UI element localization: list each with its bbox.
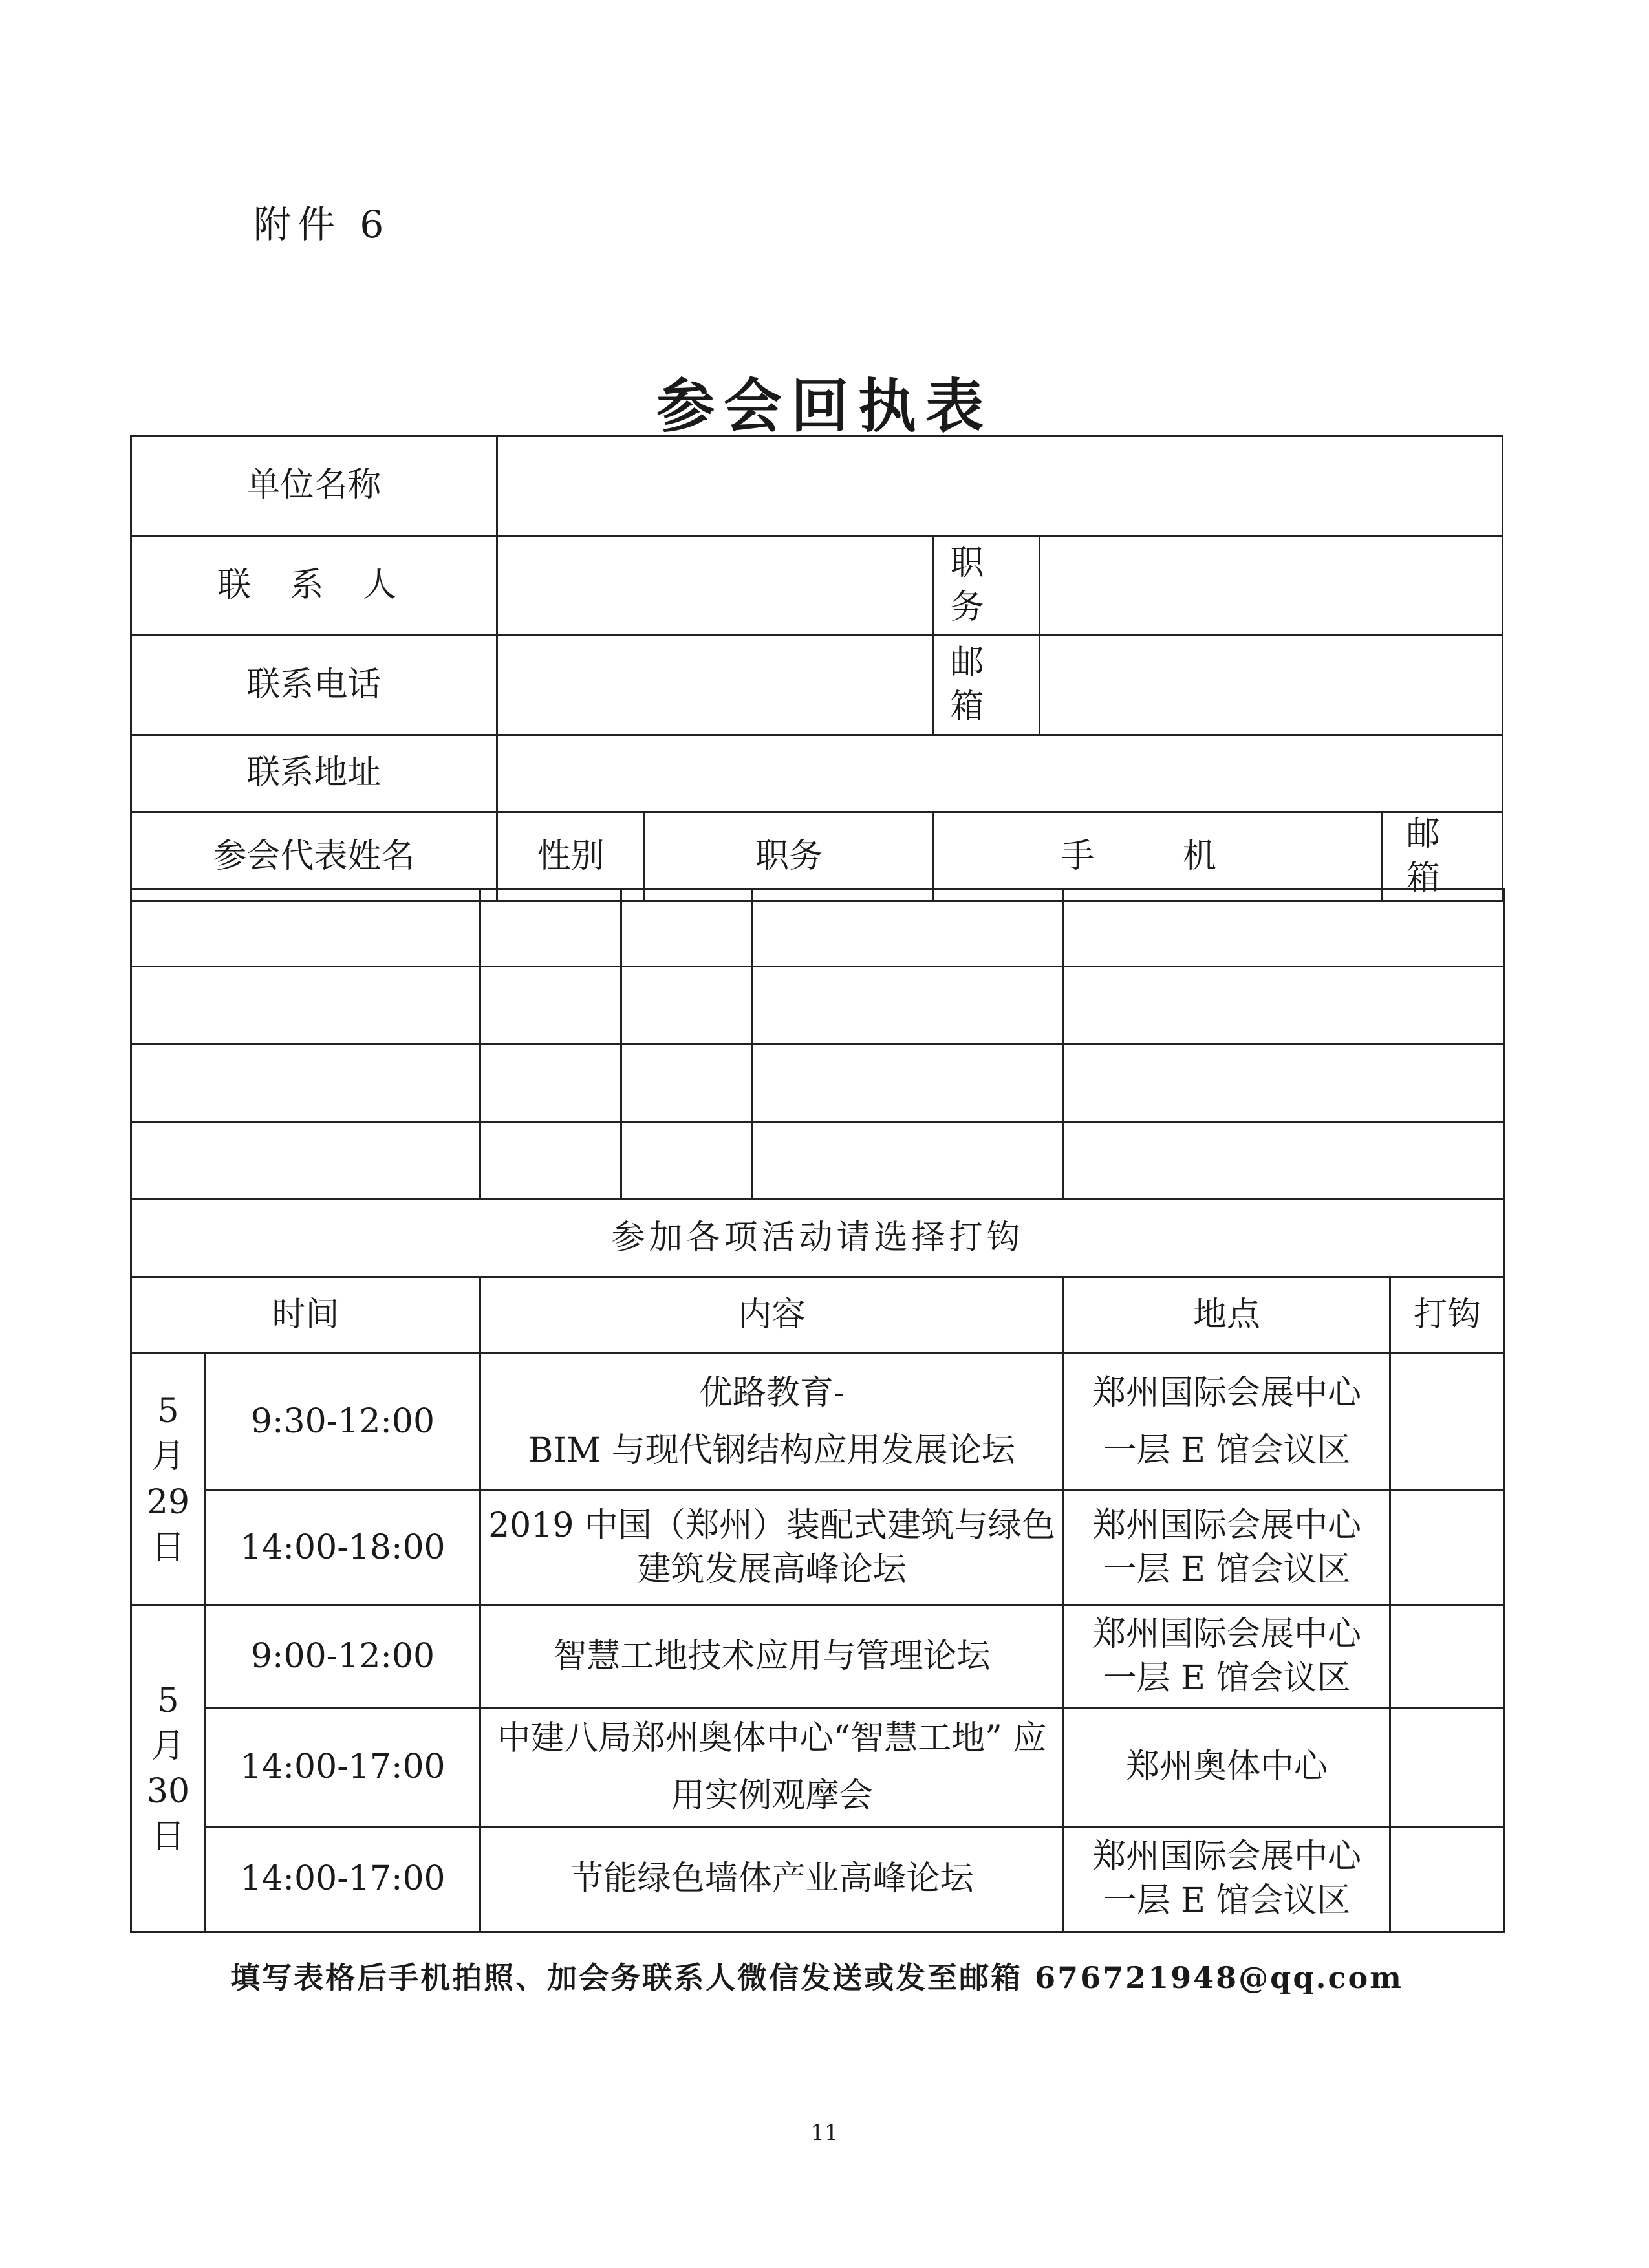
- header-delegate-email: 邮 箱: [1383, 812, 1503, 902]
- delegate-row: [131, 889, 1505, 967]
- date-cell-day1: [131, 1354, 206, 1606]
- place-line: 一层 E 馆会议区: [1103, 1658, 1351, 1698]
- date-line: 日: [151, 1817, 185, 1857]
- delegate-position-cell[interactable]: [621, 1044, 752, 1122]
- header-time: 时间: [131, 1277, 480, 1354]
- label-contact-person: 联 系 人: [131, 536, 497, 636]
- activity-content: [480, 1708, 1064, 1827]
- header-delegate-name: 参会代表姓名: [131, 812, 497, 902]
- label-address: 联系地址: [131, 735, 497, 812]
- delegate-name-cell[interactable]: [131, 1122, 480, 1200]
- attachment-label: 附件 6: [253, 202, 391, 246]
- delegate-name-cell[interactable]: [131, 889, 480, 967]
- activity-row: [131, 1606, 1505, 1708]
- row-phone: [131, 636, 1503, 735]
- activity-checkbox[interactable]: [1390, 1606, 1505, 1708]
- place-line: 郑州国际会展中心: [1092, 1374, 1361, 1413]
- submission-instruction: 填写表格后手机拍照、加会务联系人微信发送或发至邮箱 676721948@qq.com: [230, 1960, 1403, 1995]
- place-line: 郑州国际会展中心: [1092, 1506, 1361, 1545]
- delegate-mobile-cell[interactable]: [752, 889, 1064, 967]
- activity-place: [1064, 1491, 1390, 1606]
- label-phone: 联系电话: [131, 636, 497, 735]
- delegate-mobile-cell[interactable]: [752, 1044, 1064, 1122]
- activity-place: [1064, 1354, 1390, 1491]
- activity-time: 9:30-12:00: [206, 1354, 480, 1491]
- page-number: 11: [810, 2120, 839, 2146]
- input-contact-person[interactable]: [497, 536, 933, 636]
- label-email: 邮 箱: [933, 636, 1040, 735]
- activity-checkbox[interactable]: [1390, 1354, 1505, 1491]
- date-line: 29: [146, 1482, 190, 1522]
- date-line: 月: [151, 1726, 185, 1766]
- delegate-email-cell[interactable]: [1064, 1122, 1505, 1200]
- label-position: 职 务: [933, 536, 1040, 636]
- delegate-name-cell[interactable]: [131, 967, 480, 1044]
- delegate-position-cell[interactable]: [621, 1122, 752, 1200]
- receipt-form-table: [130, 435, 1503, 902]
- input-phone[interactable]: [497, 636, 933, 735]
- activity-checkbox[interactable]: [1390, 1708, 1505, 1827]
- delegate-gender-cell[interactable]: [480, 967, 621, 1044]
- place-line: 一层 E 馆会议区: [1103, 1881, 1351, 1920]
- activities-heading-row: [131, 1200, 1505, 1277]
- activity-row: [131, 1708, 1505, 1827]
- form-title: 参会回执表: [656, 372, 993, 440]
- content-line: 用实例观摩会: [671, 1776, 873, 1815]
- activity-time: 14:00-17:00: [206, 1708, 480, 1827]
- place-line: 一层 E 馆会议区: [1103, 1550, 1351, 1589]
- activity-place: 郑州奥体中心: [1064, 1708, 1390, 1827]
- label-unit-name: 单位名称: [131, 436, 497, 536]
- delegate-name-cell[interactable]: [131, 1044, 480, 1122]
- delegate-row: [131, 1044, 1505, 1122]
- activity-time: 9:00-12:00: [206, 1606, 480, 1708]
- activity-checkbox[interactable]: [1390, 1491, 1505, 1606]
- delegate-email-cell[interactable]: [1064, 967, 1505, 1044]
- header-content: 内容: [480, 1277, 1064, 1354]
- activities-heading: 参加各项活动请选择打钩: [131, 1200, 1505, 1277]
- row-address: [131, 735, 1503, 812]
- date-line: 30: [146, 1772, 190, 1811]
- date-line: 5: [157, 1392, 179, 1431]
- row-unit: [131, 436, 1503, 536]
- content-line: BIM 与现代钢结构应用发展论坛: [528, 1431, 1015, 1470]
- input-address[interactable]: [497, 735, 1502, 812]
- activity-checkbox[interactable]: [1390, 1827, 1505, 1932]
- delegate-gender-cell[interactable]: [480, 1044, 621, 1122]
- delegate-mobile-cell[interactable]: [752, 967, 1064, 1044]
- activity-content: 智慧工地技术应用与管理论坛: [480, 1606, 1064, 1708]
- activity-row: [131, 1827, 1505, 1932]
- activity-content: [480, 1354, 1064, 1491]
- header-place: 地点: [1064, 1277, 1390, 1354]
- date-cell-day2: [131, 1606, 206, 1932]
- delegate-email-cell[interactable]: [1064, 1044, 1505, 1122]
- content-line: 2019 中国（郑州）装配式建筑与绿色: [488, 1506, 1055, 1545]
- delegate-mobile-cell[interactable]: [752, 1122, 1064, 1200]
- delegate-and-activity-table: [130, 888, 1505, 1933]
- header-delegate-position: 职务: [645, 812, 933, 902]
- activity-time: 14:00-17:00: [206, 1827, 480, 1932]
- activity-content: [480, 1491, 1064, 1606]
- activity-place: [1064, 1606, 1390, 1708]
- header-check: 打钩: [1390, 1277, 1505, 1354]
- activity-row: [131, 1354, 1505, 1491]
- activity-header-row: [131, 1277, 1505, 1354]
- date-line: 月: [151, 1437, 185, 1476]
- activity-place: [1064, 1827, 1390, 1932]
- content-line: 建筑发展高峰论坛: [637, 1550, 907, 1589]
- date-line: 5: [157, 1681, 179, 1720]
- place-line: 郑州国际会展中心: [1092, 1614, 1361, 1654]
- input-position[interactable]: [1040, 536, 1503, 636]
- row-contact: [131, 536, 1503, 636]
- date-line: 日: [151, 1528, 185, 1567]
- header-gender: 性别: [497, 812, 644, 902]
- place-line: 郑州国际会展中心: [1092, 1837, 1361, 1877]
- delegate-email-cell[interactable]: [1064, 889, 1505, 967]
- delegate-gender-cell[interactable]: [480, 889, 621, 967]
- delegate-gender-cell[interactable]: [480, 1122, 621, 1200]
- delegate-position-cell[interactable]: [621, 967, 752, 1044]
- input-unit-name[interactable]: [497, 436, 1502, 536]
- place-line: 一层 E 馆会议区: [1103, 1431, 1351, 1470]
- input-email[interactable]: [1040, 636, 1503, 735]
- activity-time: 14:00-18:00: [206, 1491, 480, 1606]
- header-mobile: 手 机: [933, 812, 1383, 902]
- delegate-row: [131, 967, 1505, 1044]
- content-line: 优路教育-: [698, 1374, 845, 1413]
- content-line: 中建八局郑州奥体中心“智慧工地” 应: [497, 1719, 1047, 1758]
- activity-row: [131, 1491, 1505, 1606]
- activity-content: 节能绿色墙体产业高峰论坛: [480, 1827, 1064, 1932]
- delegate-row: [131, 1122, 1505, 1200]
- delegate-position-cell[interactable]: [621, 889, 752, 967]
